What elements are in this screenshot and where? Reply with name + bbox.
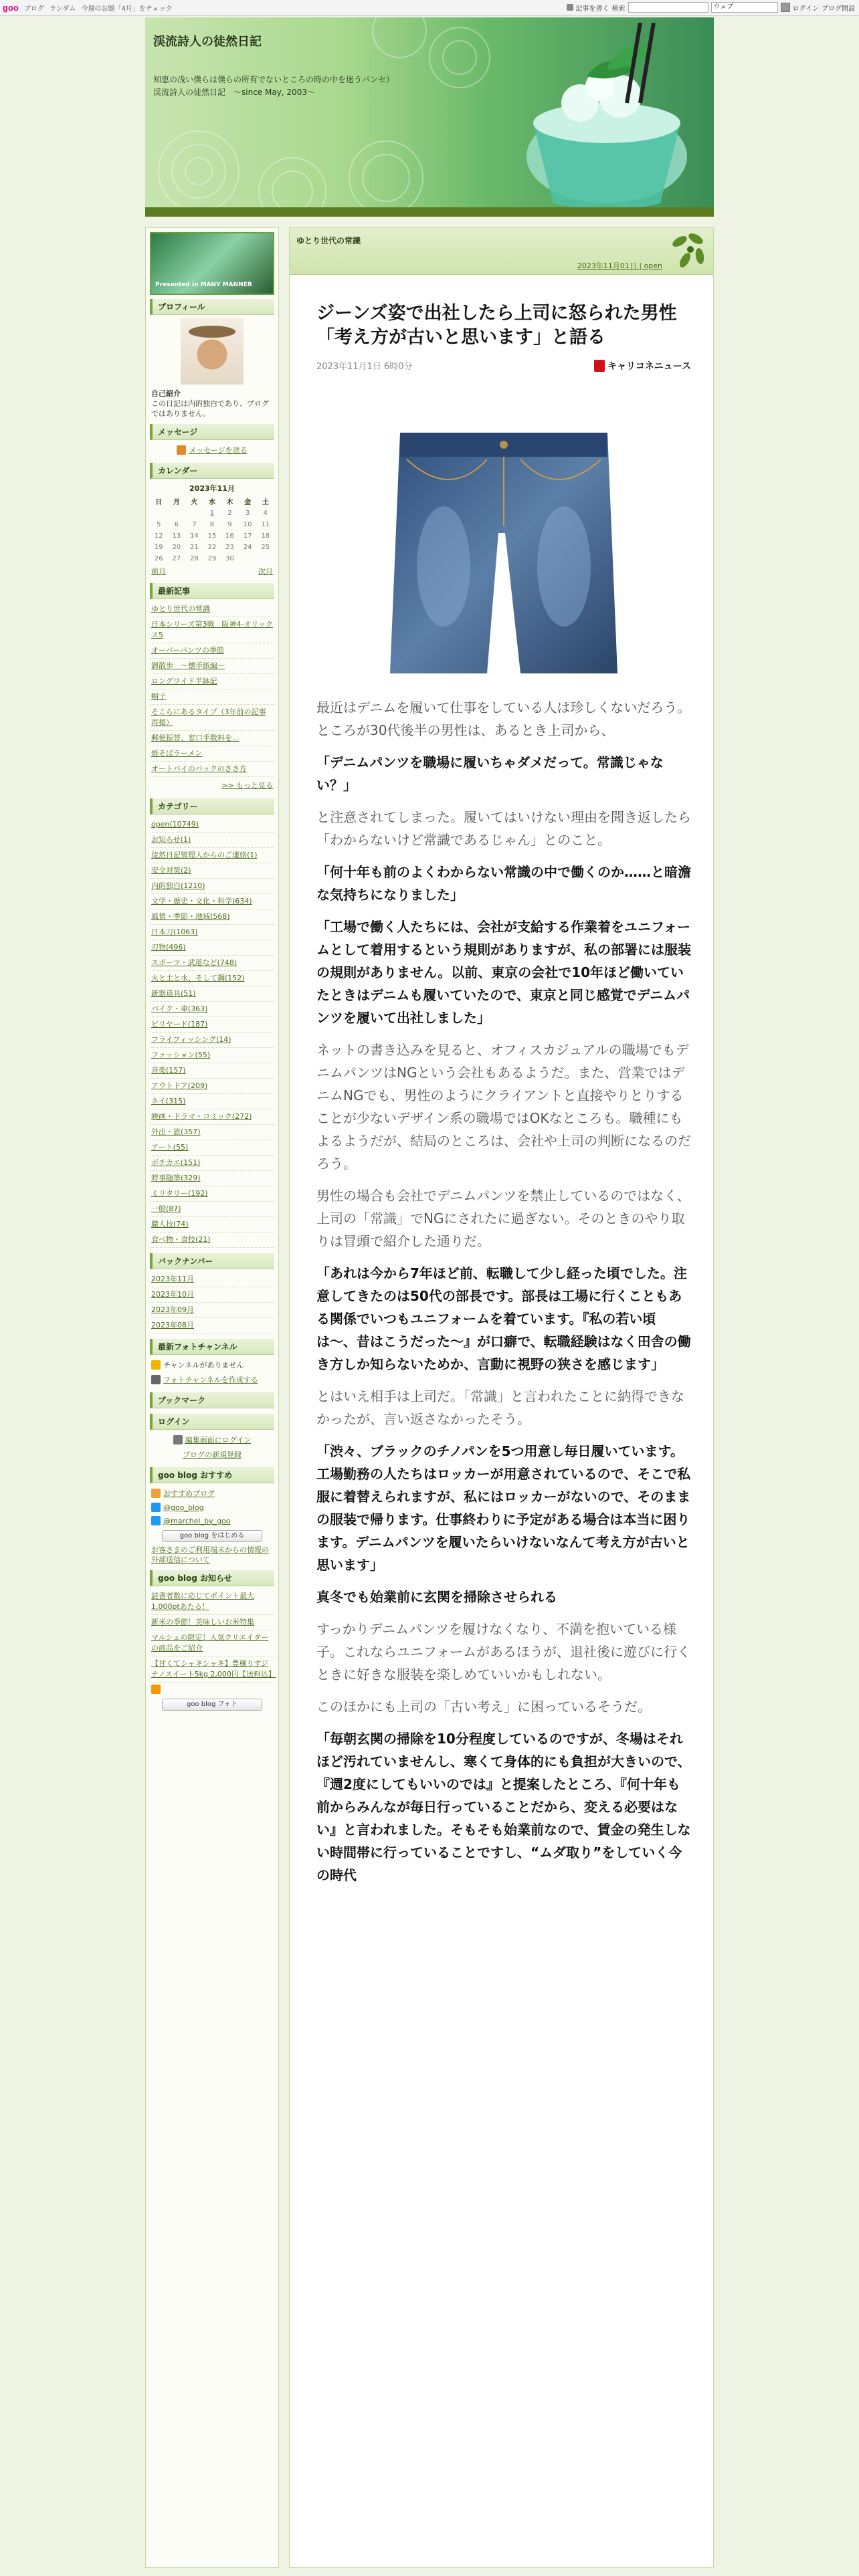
list-item [150, 848, 274, 863]
article-paragraph: 最近はデニムを履いて仕事をしている人は珍しくないだろう。ところが30代後半の男性は、あるとき上司から、 [316, 700, 691, 738]
category-link[interactable]: 徒然日記管理人からのご連絡(1) [151, 851, 258, 859]
calendar-week-row [150, 519, 274, 530]
list-item [150, 986, 274, 1002]
list-item [150, 602, 274, 617]
twitter-goo-blog-link[interactable]: @goo_blog [163, 1503, 204, 1512]
self-intro-label: 自己紹介 [151, 389, 181, 398]
category-link[interactable]: 職人技(74) [151, 1220, 189, 1228]
open-blog-link[interactable]: ブログ開設 [822, 5, 855, 13]
list-item [150, 689, 274, 705]
notice-link[interactable]: 【甘くてシャキシャキ】豊穣りすジナノスイート5kg 2,000円【送料込】 [151, 1659, 276, 1679]
list-item [150, 1303, 274, 1318]
no-channel-text: チャンネルがありません [163, 1361, 244, 1370]
calendar-day: 6 [174, 521, 179, 528]
list-item [150, 1589, 274, 1615]
list-item [150, 659, 274, 674]
recent-article-link[interactable]: そこらにあるタイプ（3年前の記事再掲） [151, 708, 266, 727]
calendar-weekday: 日 [155, 499, 163, 506]
category-link[interactable]: ビリヤード(187) [151, 1020, 208, 1029]
calendar-day: 21 [190, 544, 199, 551]
calendar-day: 4 [263, 510, 268, 517]
calendar-day: 29 [207, 555, 217, 562]
search-input[interactable] [628, 2, 708, 13]
category-link[interactable]: 日本刀(1063) [151, 928, 198, 936]
category-link[interactable]: アート(55) [151, 1143, 189, 1152]
article-quote: 真冬でも始業前に玄関を掃除させられる [316, 1589, 557, 1605]
calendar-day [168, 508, 186, 519]
calendar-day [150, 508, 168, 519]
category-link[interactable]: 内的独白(1210) [151, 881, 205, 890]
calendar-weekday: 火 [191, 499, 198, 506]
category-link[interactable]: ファッション(55) [151, 1051, 211, 1059]
list-item [150, 1109, 274, 1125]
backnumber-link[interactable]: 2023年10月 [151, 1290, 194, 1299]
message-heading: メッセージ [150, 424, 274, 440]
new-blog-link[interactable]: ブログの新規登録 [183, 1451, 242, 1459]
calendar-day: 27 [172, 555, 181, 562]
list-item [150, 1156, 274, 1171]
article-body [316, 302, 695, 1887]
article-headline: ジーンズ姿で出社したら上司に怒られた男性 「考え方が古いと思います」と語る [316, 303, 695, 348]
calendar-day: 18 [261, 532, 270, 540]
calendar-day: 19 [154, 544, 163, 551]
notice-link[interactable]: 新米の季節！美味しいお米特集 [151, 1618, 254, 1626]
calendar-day[interactable]: 1 [209, 510, 215, 517]
camera-icon [151, 1375, 161, 1384]
bookmark-box [150, 1392, 274, 1408]
calendar-day: 28 [190, 555, 199, 562]
bookmark-heading: ブックマーク [150, 1392, 274, 1408]
calendar-day: 20 [172, 544, 181, 551]
article-quote: 「渋々、ブラックのチノパンを5つ用意し毎日履いています。工場勤務の人たちはロッカーが用意されているので、そこで私服に着替えられますが、私にはロッカーがないので、そのままの服装で帰ります。仕事終わりに予定がある場合は本当に困ります。デニムパンツを履いたらいけないなんて考え方が古いと思います」 [316, 1443, 691, 1573]
external-info-link[interactable]: お客さまのご利用端末からの情報の外部送信について [151, 1545, 269, 1564]
list-item [150, 731, 274, 746]
article-quote: 「デニムパンツを職場に履いちゃダメだって。常識じゃない？」 [316, 754, 664, 793]
login-heading: ログイン [150, 1414, 274, 1430]
calendar-heading: カレンダー [150, 463, 274, 479]
entry-category-title[interactable]: ゆとり世代の常識 [296, 236, 361, 245]
calendar-day: 22 [207, 544, 217, 551]
list-item [150, 1079, 274, 1094]
notice-box [150, 1570, 274, 1711]
recent-articles-heading: 最新記事 [150, 583, 274, 599]
recommend-blog-link[interactable]: おすすめブログ [163, 1489, 215, 1498]
notice-link[interactable]: 読書者数に応じてポイント最大1,000ptあたる！ [151, 1592, 254, 1611]
list-item [150, 894, 274, 909]
recent-article-link[interactable]: ゆとり世代の常識 [151, 605, 210, 613]
calendar-day: 7 [192, 521, 197, 528]
photo-channel-box [150, 1339, 274, 1387]
list-item [150, 940, 274, 956]
banner-caption: Presented in MANY MANNER [155, 282, 252, 288]
calendar-weekday: 金 [244, 499, 252, 506]
list-item [150, 1125, 274, 1140]
news-source [594, 359, 691, 372]
send-message-link[interactable]: メッセージを送る [189, 446, 248, 455]
photo-channel-heading: 最新フォトチャンネル [150, 1339, 274, 1355]
category-link[interactable]: お知らせ(1) [151, 835, 191, 844]
category-link[interactable]: 時事随筆(329) [151, 1174, 201, 1182]
list-item [150, 1630, 274, 1656]
calendar-weekday: 土 [262, 499, 269, 506]
calendar-prev-link[interactable]: 前月 [151, 567, 166, 576]
calendar-day [256, 553, 274, 564]
list-item [150, 1017, 274, 1033]
category-link[interactable]: 音楽(157) [151, 1066, 186, 1075]
entry-category-bar [290, 228, 713, 275]
recent-article-link[interactable]: 帽子 [151, 692, 166, 701]
list-item [150, 817, 274, 833]
goo-logo[interactable]: goo [3, 3, 19, 13]
article-date: 2023年11月1日 6時0分 [316, 362, 413, 372]
sidebar-banner-image[interactable] [150, 232, 274, 295]
profile-box [150, 299, 274, 419]
backnumber-box [150, 1253, 274, 1333]
recent-more-link[interactable]: >> もっと見る [221, 781, 273, 790]
list-item [150, 1615, 274, 1630]
category-link[interactable]: 風情・季節・地域(568) [151, 912, 230, 921]
category-link[interactable]: 刃物(496) [151, 943, 186, 952]
article-quote: 「あれは今から7年ほど前、転職して少し経った頃でした。注意してきたのは50代の部長です。部長は工場に行くこともある関係でいつもユニフォームを着ています。『私の若い頃は〜、昔はこうだった〜』が口癖で、転職経験はなく田舎の働き方しか知らないためか、言動に視野の狭さを感じます」 [316, 1265, 691, 1372]
article-paragraph: とはいえ相手は上司だ。「常識」と言われたことに納得できなかったが、言い返さなかったそう。 [316, 1388, 684, 1427]
category-link[interactable]: 銃器道具(51) [151, 989, 196, 998]
twitter-icon [151, 1516, 161, 1525]
list-item [150, 1202, 274, 1217]
list-item [150, 1063, 274, 1079]
list-item [150, 1217, 274, 1232]
backnumber-heading: バックナンバー [150, 1253, 274, 1269]
calendar-day: 12 [154, 532, 163, 540]
backnumber-link[interactable]: 2023年08月 [151, 1321, 194, 1329]
jeans-photo [350, 419, 658, 687]
list-item [150, 746, 274, 762]
message-box [150, 424, 274, 457]
pencil-icon [173, 1435, 183, 1444]
edit-login-link[interactable]: 編集画面にログイン [185, 1436, 252, 1444]
recent-article-link[interactable]: オーバーパンツの季節 [151, 646, 224, 655]
calendar-day: 26 [154, 555, 163, 562]
blog-title[interactable]: 渓流詩人の徒然日記 [153, 35, 262, 49]
category-link[interactable]: 安全対策(2) [151, 866, 191, 875]
list-item [150, 643, 274, 659]
backnumber-link[interactable]: 2023年09月 [151, 1305, 194, 1314]
recommend-heading: goo blog おすすめ [150, 1467, 274, 1483]
list-item [150, 1048, 274, 1063]
calendar-day: 15 [207, 532, 217, 540]
category-link[interactable]: 火と土と水、そして鋼(152) [151, 974, 245, 982]
calendar-day: 11 [261, 521, 270, 528]
calendar-day: 23 [225, 544, 234, 551]
login-box [150, 1414, 274, 1462]
category-link[interactable]: 一般(87) [151, 1204, 181, 1213]
list-item [150, 956, 274, 971]
category-link[interactable]: ボチカエ(151) [151, 1158, 201, 1167]
recent-article-link[interactable]: オートバイのバックのささ方 [151, 764, 247, 773]
notice-list [150, 1589, 274, 1683]
entry-meta[interactable]: 2023年11月01日 | open [577, 261, 662, 270]
calendar-day: 10 [243, 521, 252, 528]
search-scope-select[interactable]: ウェブ [711, 2, 778, 13]
self-intro-text: この日記は内的独白であり、ブログではありません。 [151, 399, 269, 418]
list-item [150, 925, 274, 940]
article-paragraphs [316, 696, 691, 1887]
list-item [150, 1171, 274, 1186]
list-item [150, 617, 274, 643]
list-item [150, 863, 274, 879]
list-item [150, 1272, 274, 1287]
list-item [150, 879, 274, 894]
calendar-day: 8 [209, 521, 215, 528]
article-quote: 「何十年も前のよくわからない常識の中で働くのか……と暗澹な気持ちになりました」 [316, 864, 691, 903]
category-link[interactable]: 文学・歴史・文化・科学(634) [151, 897, 252, 905]
goo-blog-photo-button[interactable]: goo blog フォト [162, 1699, 262, 1711]
calendar-day: 30 [225, 555, 234, 562]
start-goo-blog-button[interactable]: goo blog をはじめる [162, 1530, 262, 1542]
backnumber-link[interactable]: 2023年11月 [151, 1275, 194, 1283]
calendar-day: 13 [172, 532, 181, 540]
recent-articles-list [150, 602, 274, 777]
calendar-weekday: 月 [173, 499, 180, 506]
blog-header [145, 17, 714, 217]
write-article-link[interactable]: 記事を書く [575, 5, 609, 13]
calendar-day: 14 [190, 532, 199, 540]
list-item [150, 1318, 274, 1333]
calendar-day: 24 [243, 544, 252, 551]
list-item [150, 762, 274, 777]
article-paragraph: 男性の場合も会社でデニムパンツを禁止しているのではなく、上司の「常識」でNGにされたに過ぎない。そのときのやり取りは冒頭で紹介した通りだ。 [316, 1188, 690, 1249]
categories-heading: カテゴリー [150, 798, 274, 815]
recent-article-link[interactable]: 日本シリーズ第3戦 阪神4-オリックス5 [151, 620, 273, 639]
list-item [150, 1232, 274, 1248]
backnumber-list [150, 1272, 274, 1333]
categories-box [150, 798, 274, 1248]
notice-link[interactable]: マルシェの限定！人気クリエイターの商品をご紹介 [151, 1633, 269, 1652]
leaf-decoration-icon [666, 229, 710, 274]
list-item [150, 674, 274, 689]
recent-articles-box [150, 583, 274, 793]
calendar-week-row [150, 553, 274, 564]
main-content [289, 227, 714, 2568]
list-item [150, 1186, 274, 1202]
category-link[interactable]: アウトドア(209) [151, 1081, 208, 1090]
category-link[interactable]: バイク・車(363) [151, 1004, 208, 1013]
toolbar-link-blog[interactable]: ブログ [23, 5, 44, 13]
calendar-weekday: 木 [226, 499, 233, 506]
calendar-day: 2 [227, 510, 232, 517]
category-link[interactable]: 映画・ドラマ・コミック(272) [151, 1112, 252, 1121]
category-link[interactable]: open(10749) [151, 820, 199, 829]
create-photo-channel-link[interactable]: フォトチャンネルを作成する [163, 1376, 258, 1384]
list-item [150, 1094, 274, 1109]
warning-icon [151, 1360, 161, 1370]
calendar-box [150, 463, 274, 578]
list-item [150, 705, 274, 731]
profile-avatar [181, 318, 244, 385]
article-quote: 「工場で働く人たちには、会社が支給する作業着をユニフォームとして着用するという規則がありますが、私の部署には服装の規則がありません。以前、東京の会社で10年ほど働いていたときはデニムも履いていたので、東京と同じ感覚でデニムパンツを履いて出社しました」 [316, 919, 691, 1026]
search-label: 検索 [611, 5, 626, 13]
list-item [150, 833, 274, 848]
left-sidebar [145, 227, 279, 2568]
login-link[interactable]: ログイン [792, 5, 819, 13]
category-link[interactable]: フライフィッシング(14) [151, 1035, 231, 1044]
envelope-icon [177, 445, 186, 455]
category-link[interactable]: ネイ(315) [151, 1097, 186, 1105]
notice-heading: goo blog お知らせ [150, 1570, 274, 1586]
header-bottom-bar [145, 207, 714, 217]
list-item [150, 1002, 274, 1017]
article-paragraph: すっかりデニムパンツを履けなくなり、不満を抱いている様子。これならユニフォームがあるほうが、退社後に遊びに行くときに好きな服装を楽しめていいかもしれない。 [316, 1621, 690, 1683]
calendar-month: 2023年11月 [189, 484, 235, 493]
rss-icon[interactable] [151, 1685, 161, 1694]
article-paragraph: と注意されてしまった。履いてはいけない理由を聞き返したら「わからないけど常識であるじゃん」とのこと。 [316, 809, 691, 848]
list-item [150, 971, 274, 986]
calendar-day [239, 553, 257, 564]
news-source-name: キャリコネニュース [607, 361, 691, 372]
recommend-box [150, 1467, 274, 1565]
categories-list [150, 817, 274, 1248]
list-item [150, 1033, 274, 1048]
calendar-day: 9 [227, 521, 232, 528]
category-link[interactable]: 外出・旅(357) [151, 1128, 201, 1136]
toolbar-link-theme[interactable]: 今週のお題「4月」をチェック [81, 5, 173, 13]
calendar-week-row [150, 530, 274, 542]
toolbar-link-random[interactable]: ランダム [49, 5, 76, 13]
twitter-marchel-link[interactable]: @marchel_by_goo [163, 1516, 231, 1525]
recent-article-link[interactable]: 焼そばラーメン [151, 749, 203, 758]
profile-heading: プロフィール [150, 299, 274, 315]
pencil-icon [567, 4, 573, 11]
twitter-icon [151, 1503, 161, 1512]
calendar-table [150, 481, 274, 564]
recent-article-link[interactable]: 御散歩 〜懐手紙編〜 [151, 661, 225, 670]
calendar-week-row [150, 542, 274, 553]
list-item [150, 1656, 274, 1683]
mint-drink-image [506, 23, 707, 210]
calendar-day: 17 [243, 532, 252, 540]
calendar-next-link[interactable]: 次月 [258, 567, 273, 576]
recent-article-link[interactable]: 郵便振替、窓口手数料を... [151, 734, 240, 742]
calendar-day: 5 [157, 521, 161, 528]
blog-description: 知恵の浅い僕らは僕らの所有でないところの時の中を迷うパンセ）渓流詩人の徒然日記 〜since May, 2003〜 [153, 75, 395, 97]
calendar-day: 3 [245, 510, 250, 517]
goo-toolbar [0, 0, 859, 16]
list-item [150, 1287, 274, 1303]
list-item [150, 909, 274, 925]
recent-article-link[interactable]: ロングワイド半鉢記 [151, 677, 217, 685]
calendar-day: 25 [261, 544, 270, 551]
article-paragraph: ネットの書き込みを見ると、オフィスカジュアルの職場でもデニムパンツはNGという会社もあるようだ。また、営業ではデニムNGでも、男性のようにクライアントと直接やりとりすることが少ないデザイン系の職場ではOKなところも。職種にもよるようだが、結局のところは、会社や上司の判断になるのだろう。 [316, 1042, 691, 1172]
category-link[interactable]: ミリタリー(192) [151, 1189, 208, 1198]
calendar-day: 16 [225, 532, 234, 540]
article-quote: 「毎朝玄関の掃除を10分程度しているのですが、冬場はそれほど汚れていませんし、寒くて身体的にも負担が大きいので、『週2度にしてもいいのでは』と提案したところ、『何十年も前からみんなが毎日行っていることだから、変える必要はない』と言われました。そもそも始業前なので、賃金の発生しない時間帯に行っていることですし、“ムダ取り”をしていく今の時代 [316, 1731, 691, 1883]
calendar-weekday: 水 [208, 499, 215, 506]
category-link[interactable]: スポーツ・武道など(748) [151, 958, 237, 967]
calendar-day [185, 508, 203, 519]
category-link[interactable]: 食べ物・食技(21) [151, 1235, 211, 1244]
list-item [150, 1140, 274, 1156]
article-paragraph: このほかにも上司の「古い考え」に困っているそうだ。 [316, 1699, 651, 1715]
sun-icon [151, 1489, 161, 1498]
search-button[interactable] [781, 3, 790, 12]
source-logo-icon [594, 360, 605, 372]
calendar-week-row [150, 508, 274, 519]
